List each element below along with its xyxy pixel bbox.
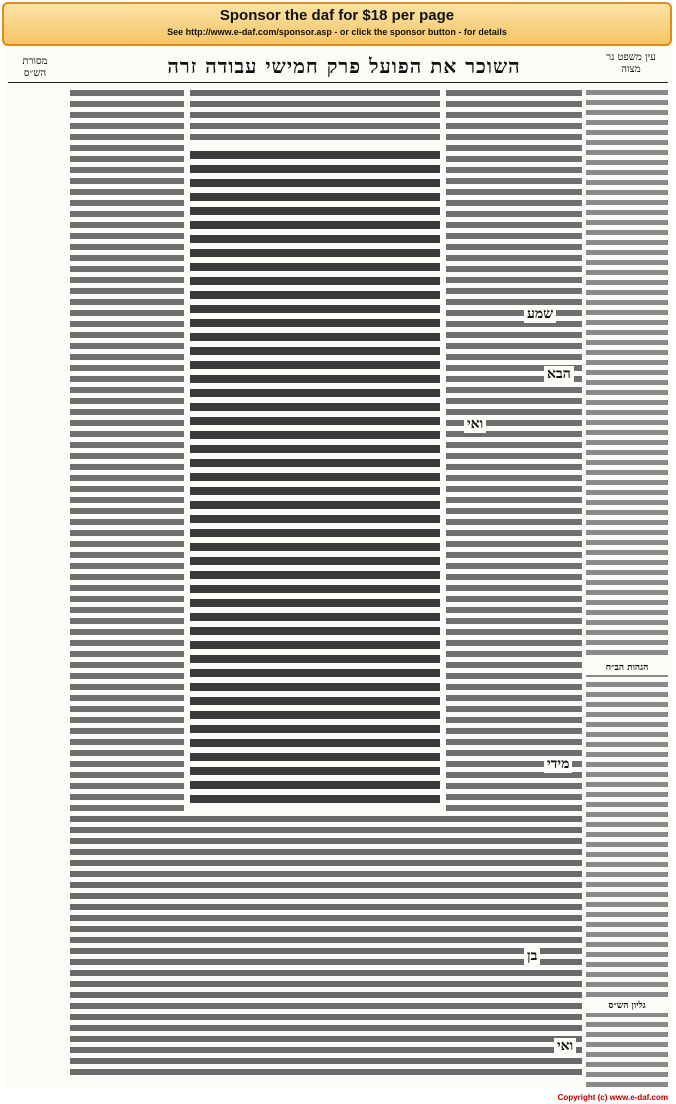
dibur-hamatchil-shema: שמע [524, 306, 556, 323]
hagahot-heading: הגהות הב״ח [586, 660, 668, 675]
sponsor-banner-subtitle[interactable]: See http://www.e-daf.com/sponsor.asp - or click the sponsor button - for details [167, 27, 507, 37]
bottom-commentary-block [70, 814, 582, 1078]
talmud-page [4, 48, 672, 1088]
sponsor-banner[interactable] [2, 2, 672, 46]
copyright-notice: Copyright (c) www.e-daf.com [557, 1093, 668, 1102]
dibur-hamatchil-hava: הבא [544, 366, 574, 383]
gemara-top-block [190, 88, 440, 144]
page-header-title: השוכר את הפועל פרק חמישי עבודה זרה [167, 54, 521, 78]
hagahot-column [586, 660, 668, 1088]
dibur-hamatchil-vai-bottom: ואי [554, 1038, 576, 1055]
mesoret-hashas-column [10, 88, 66, 1078]
mesoret-hashas-heading: מסורת הש״ס [22, 56, 48, 79]
gilyon-hashas-heading: גליון הש״ס [586, 998, 668, 1013]
sponsor-banner-title[interactable]: Sponsor the daf for $18 per page [219, 7, 455, 24]
ein-mishpat-column [586, 88, 668, 688]
gemara-main-text [190, 148, 440, 808]
commentary-column-right [446, 88, 582, 848]
header-divider [8, 82, 668, 83]
dibur-hamatchil-ben: בן [524, 948, 540, 965]
ein-mishpat-heading: עין משפט נר מצוה [606, 52, 656, 75]
dibur-hamatchil-midi: מידי [544, 756, 572, 773]
dibur-hamatchil-vai: ואי [464, 416, 486, 433]
